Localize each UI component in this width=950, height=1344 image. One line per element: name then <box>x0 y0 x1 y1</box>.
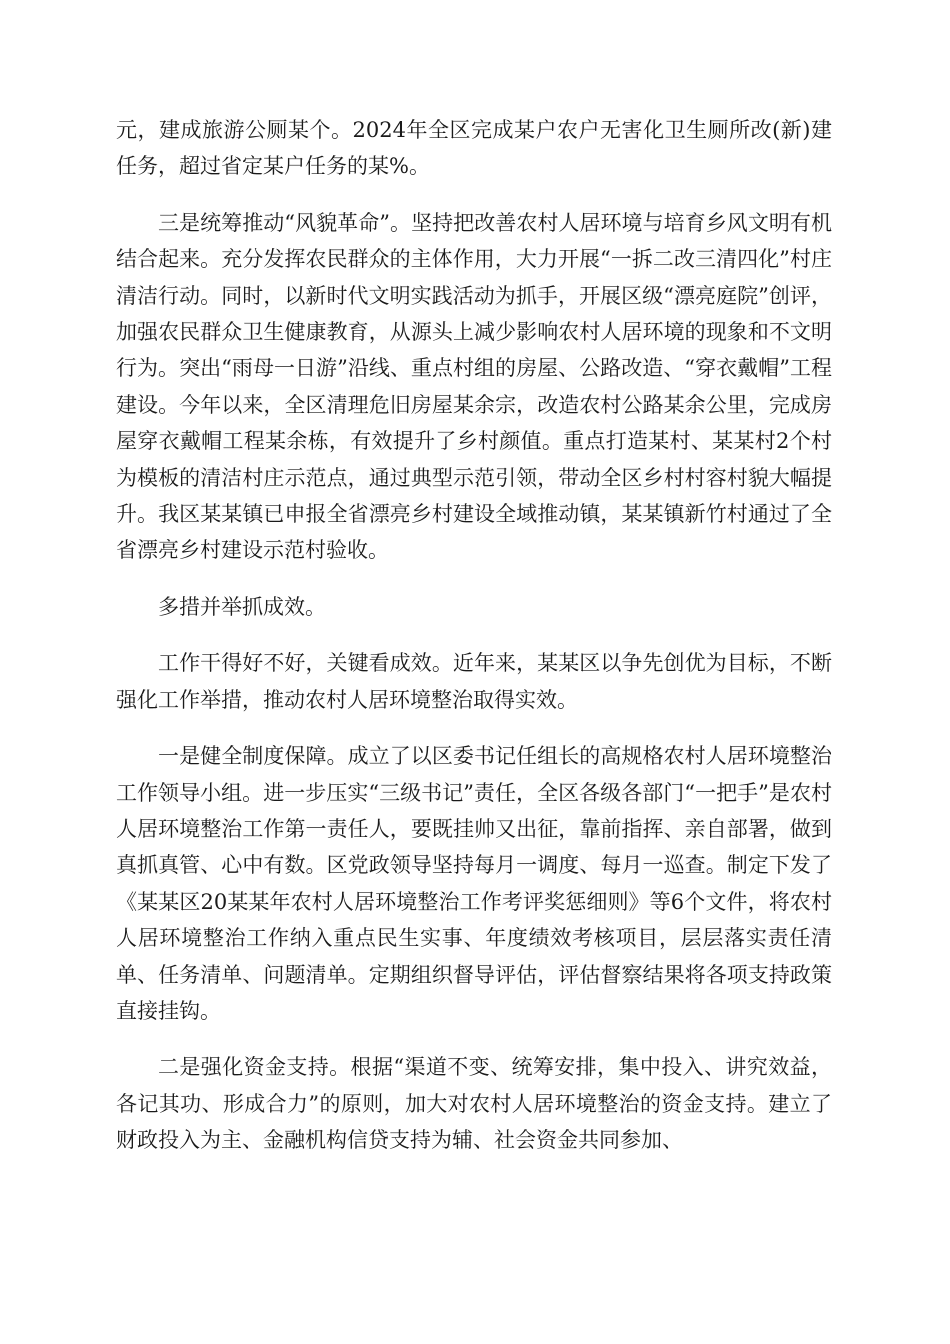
paragraph-institutional-guarantee: 一是健全制度保障。成立了以区委书记任组长的高规格农村人居环境整治工作领导小组。进一步压实“三级书记”责任，全区各级各部门“一把手”是农村人居环境整治工作第一责任人，要既挂帅又出征，靠前指挥、亲自部署，做到真抓真管、心中有数。区党政领导坚持每月一调度、每月一巡查。制定下发了《某某区20某某年农村人居环境整治工作考评奖惩细则》等6个文件，将农村人居环境整治工作纳入重点民生实事、年度绩效考核项目，层层落实责任清单、任务清单、问题清单。定期组织督导评估，评估督察结果将各项支持政策直接挂钩。 <box>116 744 832 1023</box>
paragraph-scenery-revolution: 三是统筹推动“风貌革命”。坚持把改善农村人居环境与培育乡风文明有机结合起来。充分发挥农民群众的主体作用，大力开展“一拆二改三清四化”村庄清洁行动。同时，以新时代文明实践活动为抓手，开展区级“漂亮庭院”创评，加强农民群众卫生健康教育，从源头上减少影响农村人居环境的现象和不文明行为。突出“雨母一日游”沿线、重点村组的房屋、公路改造、“穿衣戴帽”工程建设。今年以来，全区清理危旧房屋某余宗，改造农村公路某余公里，完成房屋穿衣戴帽工程某余栋，有效提升了乡村颜值。重点打造某村、某某村2个村为模板的清洁村庄示范点，通过典型示范引领，带动全区乡村村容村貌大幅提升。我区某某镇已申报全省漂亮乡村建设全域推动镇，某某镇新竹村通过了全省漂亮乡村建设示范村验收。 <box>116 210 832 563</box>
document-page <box>116 112 832 1159</box>
section-heading-results: 多措并举抓成效。 <box>158 594 326 619</box>
paragraph-funding-support: 二是强化资金支持。根据“渠道不变、统筹安排，集中投入、讲究效益，各记其功、形成合力”的原则，加大对农村人居环境整治的资金支持。建立了财政投入为主、金融机构信贷支持为辅、社会资金共同参加、 <box>116 1055 832 1153</box>
paragraph-continuation: 元，建成旅游公厕某个。2024年全区完成某户农户无害化卫生厕所改(新)建任务，超过省定某户任务的某%。 <box>116 118 832 179</box>
paragraph-results-intro: 工作干得好不好，关键看成效。近年来，某某区以争先创优为目标，不断强化工作举措，推动农村人居环境整治取得实效。 <box>116 651 832 712</box>
